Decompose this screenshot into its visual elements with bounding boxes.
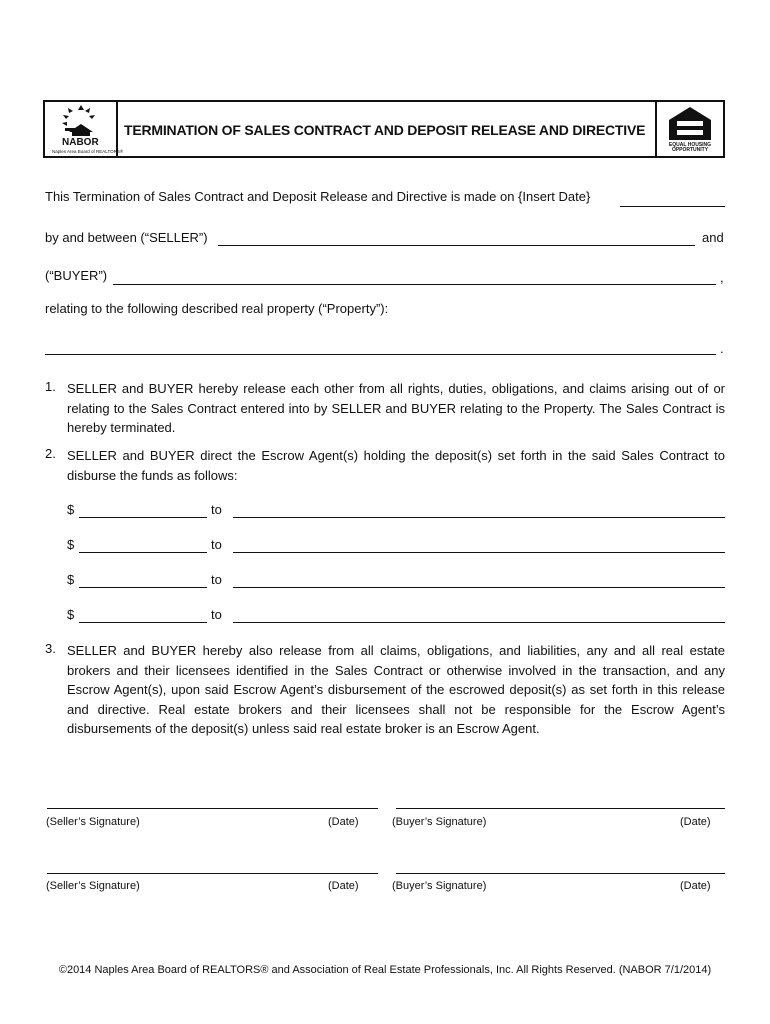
to-label: to <box>211 607 222 622</box>
property-description-field[interactable] <box>45 354 716 355</box>
to-label: to <box>211 572 222 587</box>
buyer-signature-label: (Buyer’s Signature) <box>392 880 487 892</box>
date-label: (Date) <box>328 880 359 892</box>
intro-comma: , <box>720 270 724 285</box>
currency-symbol: $ <box>67 607 75 622</box>
seller-signature-label: (Seller’s Signature) <box>46 880 140 892</box>
currency-symbol: $ <box>67 502 75 517</box>
copyright-footer: ©2014 Naples Area Board of REALTORS® and Association of Real Estate Professionals, Inc. All Rights Reserved. (NABOR 7/1/2014) <box>58 964 712 976</box>
item-number: 3. <box>45 641 56 656</box>
currency-symbol: $ <box>67 572 75 587</box>
equal-housing-label: EQUAL HOUSING OPPORTUNITY <box>668 142 712 153</box>
intro-line-date: This Termination of Sales Contract and Deposit Release and Directive is made on {Insert Date} <box>45 189 591 204</box>
seller-signature-line[interactable] <box>47 873 378 874</box>
page-title: TERMINATION OF SALES CONTRACT AND DEPOSIT RELEASE AND DIRECTIVE <box>124 122 646 138</box>
seller-signature-label: (Seller’s Signature) <box>46 816 140 828</box>
amount-field[interactable] <box>79 552 207 553</box>
seller-name-field[interactable] <box>218 245 695 246</box>
amount-field[interactable] <box>79 517 207 518</box>
to-label: to <box>211 537 222 552</box>
to-label: to <box>211 502 222 517</box>
item-text: SELLER and BUYER hereby also release from all claims, obligations, and liabilities, any and all real estate brokers and their licensees identified in the Sales Contract or otherwise involved in the transaction, and any Escrow Agent(s), upon said Escrow Agent’s disbursement of the escrowed deposit(s) as set forth in this release and directive. Real estate brokers and their licensees shall not be responsible for the Escrow Agent’s disbursements of the deposit(s) unless said real estate broker is an Escrow Agent. <box>67 643 725 736</box>
seller-signature-line[interactable] <box>47 808 378 809</box>
intro-and: and <box>702 230 724 245</box>
item-number: 2. <box>45 446 56 461</box>
intro-period: . <box>720 341 724 356</box>
buyer-name-field[interactable] <box>113 284 716 285</box>
amount-field[interactable] <box>79 622 207 623</box>
date-field[interactable] <box>620 206 725 207</box>
item-number: 1. <box>45 379 56 394</box>
buyer-signature-line[interactable] <box>396 873 725 874</box>
payee-field[interactable] <box>233 517 725 518</box>
date-label: (Date) <box>680 880 711 892</box>
intro-line-seller: by and between (“SELLER”) <box>45 230 208 245</box>
date-label: (Date) <box>328 816 359 828</box>
payee-field[interactable] <box>233 587 725 588</box>
logo-name: NABOR <box>62 137 99 148</box>
buyer-signature-line[interactable] <box>396 808 725 809</box>
date-label: (Date) <box>680 816 711 828</box>
payee-field[interactable] <box>233 552 725 553</box>
intro-line-buyer: (“BUYER”) <box>45 268 108 283</box>
amount-field[interactable] <box>79 587 207 588</box>
currency-symbol: $ <box>67 537 75 552</box>
item-text: SELLER and BUYER hereby release each other from all rights, duties, obligations, and claims arising out of or relating to the Sales Contract entered into by SELLER and BUYER relating to the Property. The Sales Contract is hereby terminated. <box>67 381 725 435</box>
payee-field[interactable] <box>233 622 725 623</box>
buyer-signature-label: (Buyer’s Signature) <box>392 816 487 828</box>
logo-subtitle: Naples Area Board of REALTORS® <box>52 149 124 154</box>
intro-line-property: relating to the following described real property (“Property”): <box>45 301 389 316</box>
item-text: SELLER and BUYER direct the Escrow Agent(s) holding the deposit(s) set forth in the said Sales Contract to disburse the funds as follows: <box>67 448 725 483</box>
